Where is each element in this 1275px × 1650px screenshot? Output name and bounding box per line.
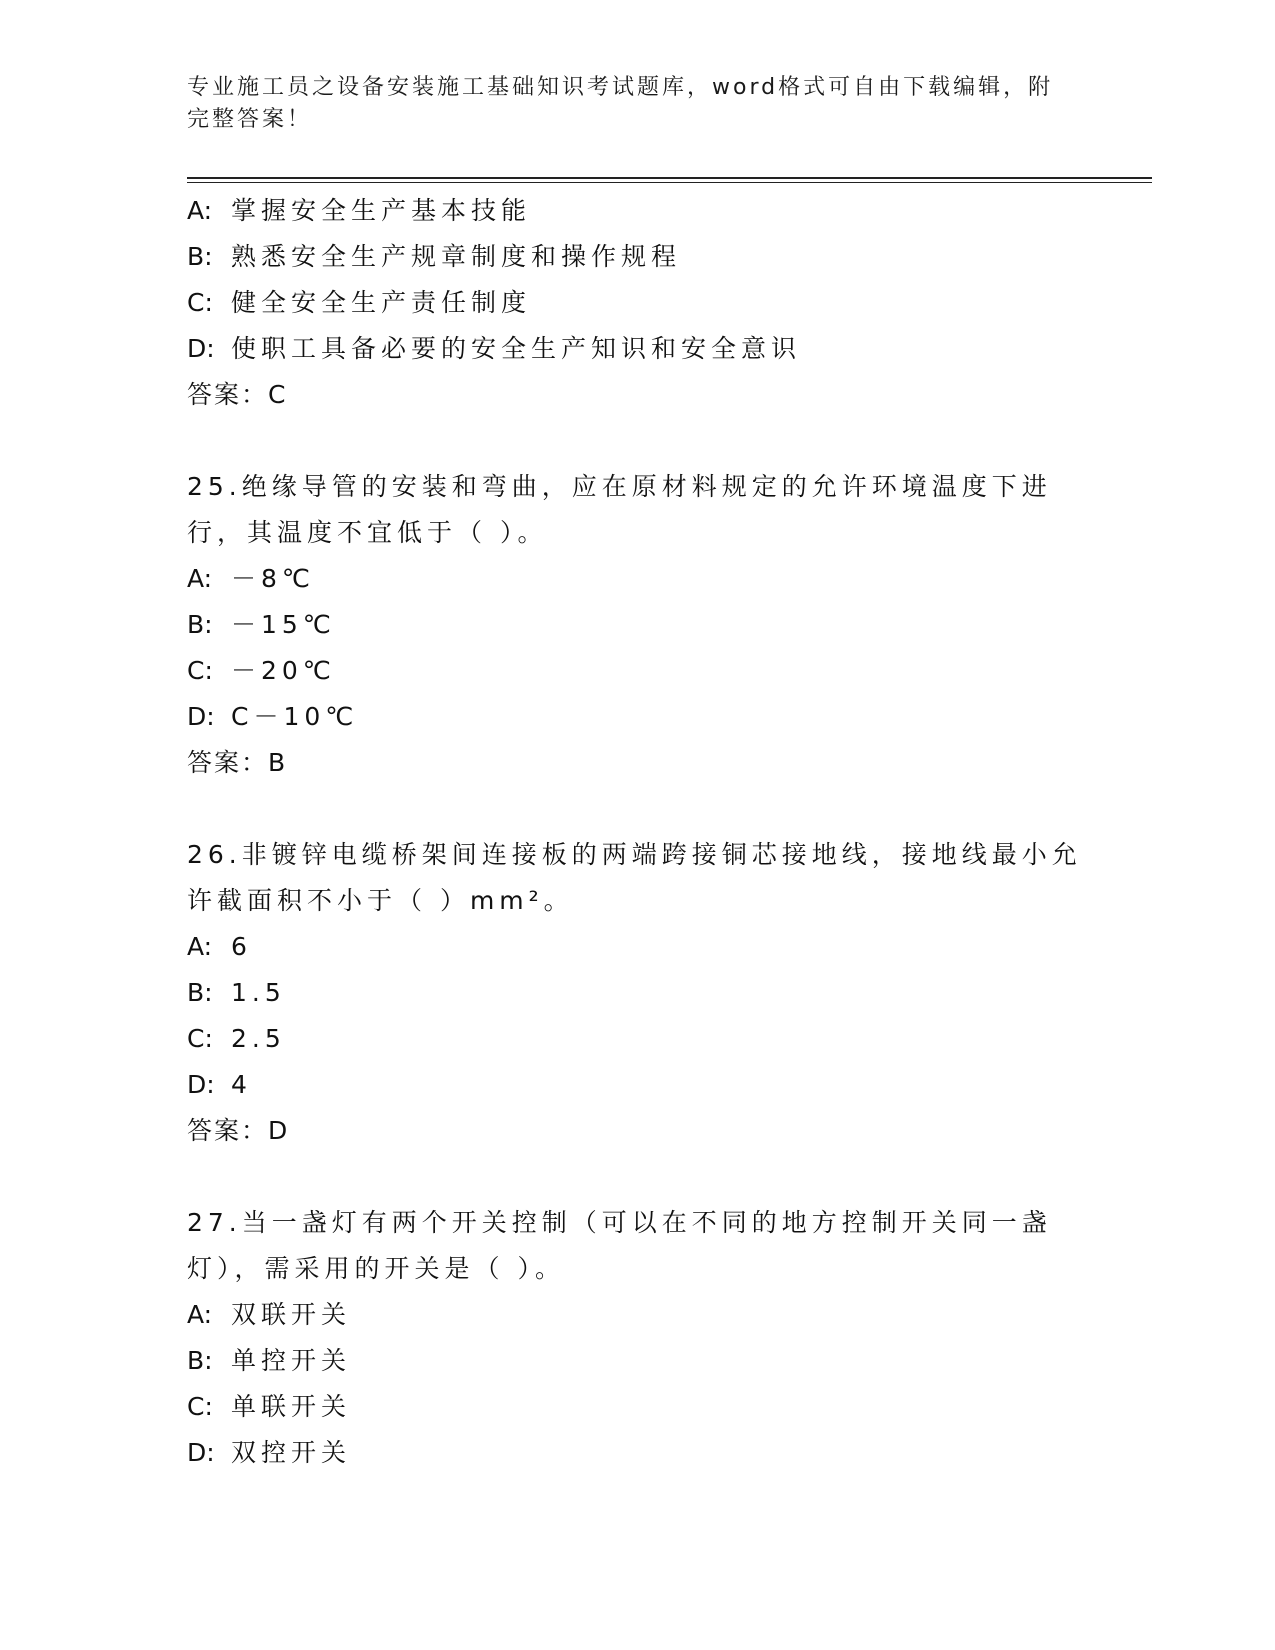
spacer [187, 786, 1087, 832]
option-label: B: [187, 610, 213, 639]
option-a [187, 188, 1087, 234]
option-text: －15℃ [231, 610, 336, 639]
answer-line: 答案：D [187, 1116, 290, 1145]
option-text: 健全安全生产责任制度 [231, 288, 532, 317]
option-d [187, 326, 1087, 372]
question-24-continued [187, 188, 1087, 418]
spacer [187, 1154, 1087, 1200]
option-text: 双联开关 [231, 1300, 352, 1329]
option-text: 单联开关 [231, 1392, 352, 1421]
option-label: C: [187, 1024, 213, 1053]
option-text: 单控开关 [231, 1346, 352, 1375]
option-label: B: [187, 242, 213, 271]
answer-line: 答案：C [187, 380, 288, 409]
question-27 [187, 1200, 1087, 1476]
option-c [187, 280, 1087, 326]
option-label: D: [187, 1070, 215, 1099]
option-a [187, 556, 1087, 602]
option-label: A: [187, 196, 213, 225]
option-label: A: [187, 564, 213, 593]
option-a [187, 924, 1087, 970]
header-divider [187, 177, 1152, 183]
question-list [187, 188, 1087, 1476]
option-b [187, 1338, 1087, 1384]
option-text: 2.5 [231, 1024, 286, 1053]
spacer [187, 418, 1087, 464]
option-b [187, 602, 1087, 648]
option-text: 1.5 [231, 978, 286, 1007]
option-text: 熟悉安全生产规章制度和操作规程 [231, 242, 682, 271]
option-d [187, 1430, 1087, 1476]
option-label: A: [187, 932, 213, 961]
option-d [187, 1062, 1087, 1108]
option-label: B: [187, 978, 213, 1007]
option-b [187, 234, 1087, 280]
option-a [187, 1292, 1087, 1338]
question-text: 26.非镀锌电缆桥架间连接板的两端跨接铜芯接地线，接地线最小允许截面积不小于（ ）mm²。 [187, 840, 1082, 915]
option-text: 4 [231, 1070, 252, 1099]
option-text: －20℃ [231, 656, 336, 685]
question-25 [187, 464, 1087, 786]
question-text: 25.绝缘导管的安装和弯曲，应在原材料规定的允许环境温度下进行，其温度不宜低于（ ）。 [187, 472, 1052, 547]
answer-line: 答案：B [187, 748, 288, 777]
option-d [187, 694, 1087, 740]
option-label: B: [187, 1346, 213, 1375]
option-label: D: [187, 1438, 215, 1467]
option-label: C: [187, 288, 213, 317]
option-b [187, 970, 1087, 1016]
option-text: 双控开关 [231, 1438, 352, 1467]
option-text: C－10℃ [231, 702, 359, 731]
option-label: D: [187, 702, 215, 731]
option-text: 使职工具备必要的安全生产知识和安全意识 [231, 334, 802, 363]
document-header: 专业施工员之设备安装施工基础知识考试题库，word格式可自由下载编辑，附完整答案！ [187, 75, 1054, 132]
option-label: A: [187, 1300, 213, 1329]
question-text: 27.当一盏灯有两个开关控制（可以在不同的地方控制开关同一盏灯），需采用的开关是（ ）。 [187, 1208, 1052, 1283]
option-c [187, 1016, 1087, 1062]
option-label: D: [187, 334, 215, 363]
option-text: 掌握安全生产基本技能 [231, 196, 532, 225]
question-26 [187, 832, 1087, 1154]
option-c [187, 1384, 1087, 1430]
option-c [187, 648, 1087, 694]
option-label: C: [187, 1392, 213, 1421]
option-text: 6 [231, 932, 252, 961]
option-text: －8℃ [231, 564, 315, 593]
option-label: C: [187, 656, 213, 685]
